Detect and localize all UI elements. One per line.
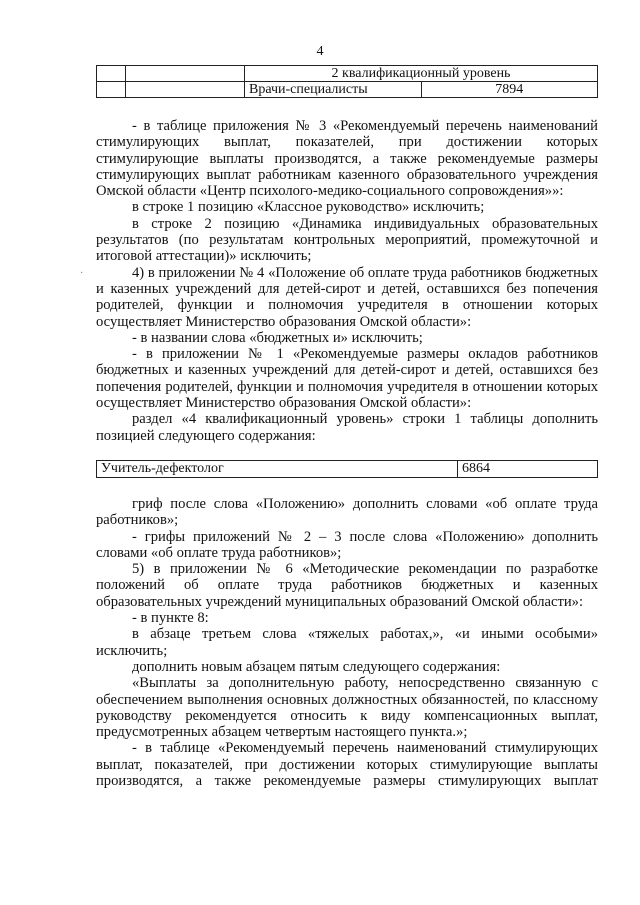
insert-position-table [96, 460, 598, 478]
paragraph: - в названии слова «бюджетных и» исключить; [132, 329, 423, 346]
salary-value-cell: 6864 [458, 460, 598, 477]
paragraph: в строке 2 позицию «Динамика индивидуальных образовательных результатов (по результатам контрольных мероприятий, промежуточной и итоговой аттестации)» исключить; [96, 215, 598, 265]
table-row [97, 66, 598, 82]
table-row [97, 460, 598, 477]
position-name-cell: Учитель-дефектолог [97, 460, 458, 477]
paragraph: - грифы приложений № 2 – 3 после слова «Положению» дополнить словами «об оплате труда работников»; [96, 528, 598, 561]
paragraph: «Выплаты за дополнительную работу, непосредственно связанную с обеспечением выполнения основных должностных обязанностей, по классному руководству рекомендуется относить к виду компенсационных выплат, предусмотренных абзацем четвертым настоящего пункта.»; [96, 675, 598, 741]
paragraph: - в приложении № 1 «Рекомендуемые размеры окладов работников бюджетных и казенных учреждений для детей-сирот и детей, оставшихся без попечения родителей, функции и полномочия учредителя в отношении которых осуществляет Министерство образования Омской области»: [96, 346, 598, 412]
paragraph: 5) в приложении № 6 «Методические рекомендации по разработке положений об оплате труда работников бюджетных и казенных образовательных учреждений муниципальных образований Омской области»: [96, 561, 598, 610]
paragraph: в абзаце третьем слова «тяжелых работах,», «и иными особыми» исключить; [96, 626, 598, 659]
paragraph: дополнить новым абзацем пятым следующего содержания: [132, 658, 501, 675]
qualification-table [96, 65, 598, 98]
table-cell-empty [126, 82, 245, 98]
paragraph: - в таблице «Рекомендуемый перечень наименований стимулирующих выплат, показателей, при достижении которых стимулирующие выплаты производятся, а также рекомендуемые размеры стимулирующих выплат [96, 740, 598, 789]
table-cell-empty [97, 82, 126, 98]
paragraph: в строке 1 позицию «Классное руководство» исключить; [132, 199, 485, 216]
document-body [96, 118, 598, 789]
page-number: 4 [316, 44, 324, 59]
paragraph: гриф после слова «Положению» дополнить словами «об оплате труда работников»; [96, 495, 598, 529]
paragraph: - в пункте 8: [132, 610, 209, 627]
table-row [97, 82, 598, 98]
margin-mark: · [80, 268, 84, 279]
table-cell-empty [97, 66, 126, 82]
qualification-level-cell: 2 квалификационный уровень [245, 66, 598, 82]
position-name-cell: Врачи-специалисты [245, 82, 422, 98]
table-cell-empty [126, 66, 245, 82]
paragraph: 4) в приложении № 4 «Положение об оплате труда работников бюджетных и казенных учреждений для детей-сирот и детей, оставшихся без попечения родителей, функции и полномочия учредителя в отношении которых осуществляет Министерство образования Омской области»: [96, 264, 598, 330]
paragraph: раздел «4 квалификационный уровень» строки 1 таблицы дополнить позицией следующего содержания: [96, 411, 598, 444]
salary-value-cell: 7894 [421, 82, 598, 98]
paragraph: - в таблице приложения № 3 «Рекомендуемый перечень наименований стимулирующих выплат, показателей, при достижении которых стимулирующие выплаты производятся, а также рекомендуемые размеры стимулирующих выплат работникам казенного образовательного учреждения Омской области «Центр психолого-медико-социального сопровождения»»: [96, 118, 598, 200]
